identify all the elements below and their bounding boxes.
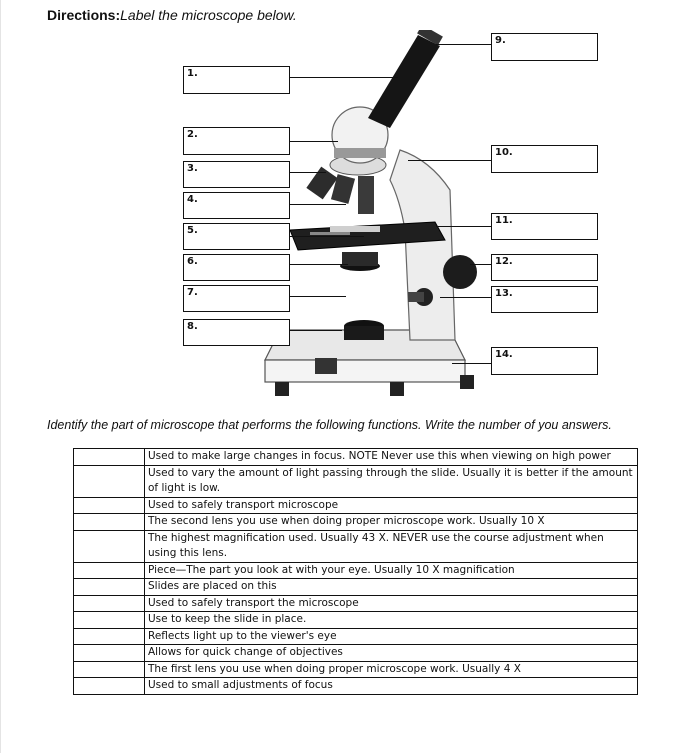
answer-cell[interactable] <box>74 497 145 514</box>
pointer-line-13 <box>440 297 492 298</box>
arm <box>390 150 455 340</box>
label-box-13[interactable]: 13. <box>491 286 598 313</box>
label-box-6[interactable]: 6. <box>183 254 290 281</box>
label-box-2[interactable]: 2. <box>183 127 290 155</box>
stage-clip <box>310 232 350 235</box>
function-description: The first lens you use when doing proper microscope work. Usually 4 X <box>145 661 638 678</box>
function-description: Slides are placed on this <box>145 579 638 596</box>
pointer-line-14 <box>452 363 492 364</box>
directions-label: Directions: <box>47 7 121 23</box>
label-box-5[interactable]: 5. <box>183 223 290 250</box>
objective-high <box>358 176 374 214</box>
table-row <box>74 678 638 695</box>
function-description: Used to make large changes in focus. NOTE Never use this when viewing on high power <box>145 449 638 466</box>
pointer-line-1 <box>290 77 398 78</box>
answer-cell[interactable] <box>74 579 145 596</box>
function-description: Used to vary the amount of light passing through the slide. Usually it is better if the amount of light is low. <box>145 465 638 497</box>
table-row <box>74 579 638 596</box>
label-box-10[interactable]: 10. <box>491 145 598 173</box>
answer-cell[interactable] <box>74 514 145 531</box>
pointer-line-5 <box>290 236 364 237</box>
table-row <box>74 628 638 645</box>
base-logo <box>315 358 337 374</box>
table-row <box>74 530 638 562</box>
function-description: The highest magnification used. Usually 43 X. NEVER use the course adjustment when using this lens. <box>145 530 638 562</box>
answer-cell[interactable] <box>74 449 145 466</box>
base-foot-middle <box>390 382 404 396</box>
function-description: Reflects light up to the viewer's eye <box>145 628 638 645</box>
eyepiece-tube <box>368 35 440 128</box>
table-row <box>74 612 638 629</box>
answer-cell[interactable] <box>74 595 145 612</box>
answer-cell[interactable] <box>74 628 145 645</box>
label-box-14[interactable]: 14. <box>491 347 598 375</box>
light-source <box>344 326 384 340</box>
table-row <box>74 595 638 612</box>
table-row <box>74 661 638 678</box>
base-foot-left <box>275 382 289 396</box>
label-box-7[interactable]: 7. <box>183 285 290 312</box>
answer-cell[interactable] <box>74 530 145 562</box>
coarse-focus-knob <box>443 255 477 289</box>
pointer-line-12 <box>470 264 492 265</box>
table-row <box>74 514 638 531</box>
base-foot-right <box>460 375 474 389</box>
label-box-8[interactable]: 8. <box>183 319 290 346</box>
label-box-11[interactable]: 11. <box>491 213 598 240</box>
pointer-line-7 <box>290 296 346 297</box>
pointer-line-10 <box>408 160 492 161</box>
pointer-line-2 <box>290 141 338 142</box>
function-description: Piece—The part you look at with your eye. Usually 10 X magnification <box>145 562 638 579</box>
head-ring <box>334 148 386 158</box>
pointer-line-6 <box>290 264 348 265</box>
answer-cell[interactable] <box>74 465 145 497</box>
pointer-line-8 <box>290 330 342 331</box>
table-row <box>74 497 638 514</box>
label-box-3[interactable]: 3. <box>183 161 290 188</box>
base-front <box>265 360 465 382</box>
answer-cell[interactable] <box>74 562 145 579</box>
function-description: Use to keep the slide in place. <box>145 612 638 629</box>
table-row <box>74 645 638 662</box>
function-description: Allows for quick change of objectives <box>145 645 638 662</box>
pointer-line-3 <box>290 172 326 173</box>
page-edge <box>0 0 1 753</box>
directions-text: Label the microscope below. <box>120 7 297 23</box>
functions-table <box>73 448 638 695</box>
table-row <box>74 449 638 466</box>
label-box-9[interactable]: 9. <box>491 33 598 61</box>
function-description: Used to safely transport the microscope <box>145 595 638 612</box>
table-row <box>74 562 638 579</box>
label-box-4[interactable]: 4. <box>183 192 290 219</box>
function-description: Used to small adjustments of focus <box>145 678 638 695</box>
function-description: Used to safely transport microscope <box>145 497 638 514</box>
pointer-line-9 <box>436 44 492 45</box>
pointer-line-4 <box>290 204 346 205</box>
instruction: Identify the part of microscope that performs the following functions. Write the number of you answers. <box>47 418 612 432</box>
answer-cell[interactable] <box>74 678 145 695</box>
slide <box>330 226 380 232</box>
function-description: The second lens you use when doing proper microscope work. Usually 10 X <box>145 514 638 531</box>
directions <box>47 7 297 23</box>
answer-cell[interactable] <box>74 612 145 629</box>
label-box-1[interactable]: 1. <box>183 66 290 94</box>
answer-cell[interactable] <box>74 661 145 678</box>
table-row <box>74 465 638 497</box>
answer-cell[interactable] <box>74 645 145 662</box>
knob-shaft <box>408 292 424 302</box>
pointer-line-11 <box>436 226 492 227</box>
label-box-12[interactable]: 12. <box>491 254 598 281</box>
